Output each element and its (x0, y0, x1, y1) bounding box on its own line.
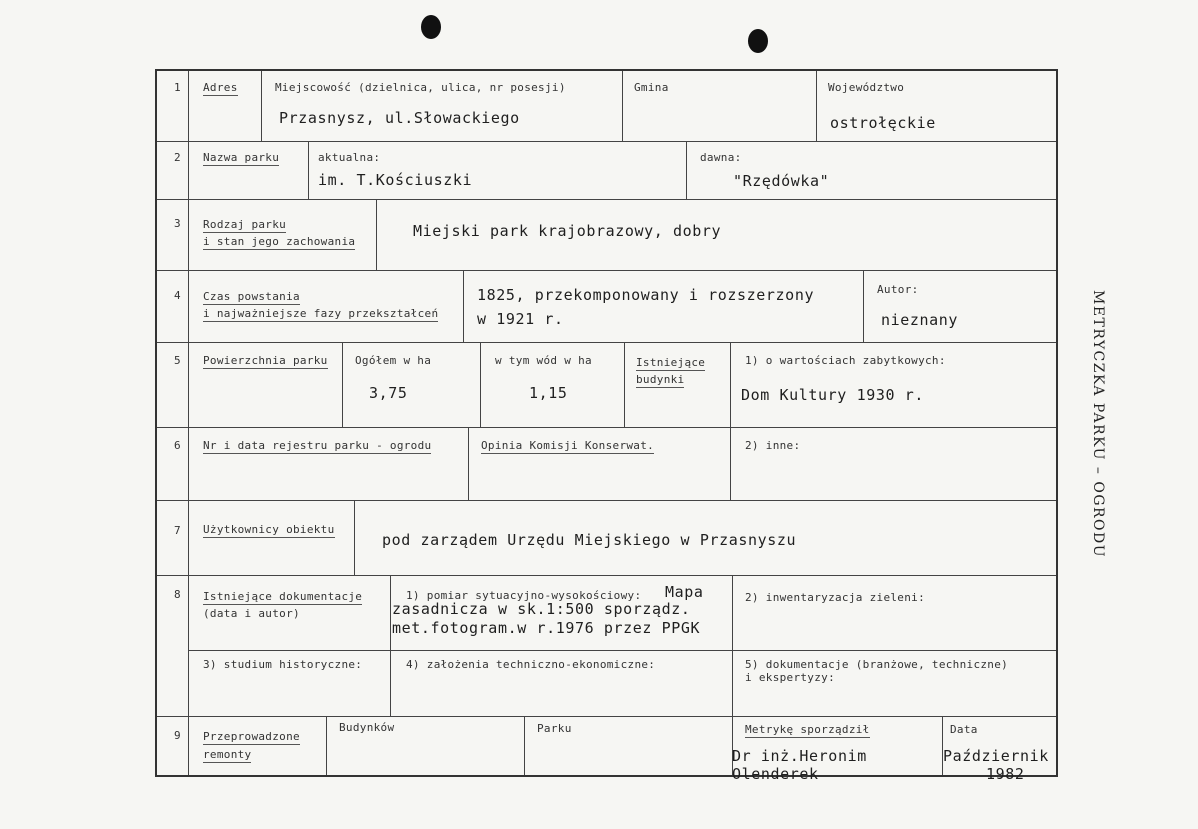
former-name-value: "Rzędówka" (733, 172, 830, 190)
users-value: pod zarządem Urzędu Miejskiego w Przasnyszu (382, 531, 797, 549)
row-9-number: 9 (174, 729, 181, 742)
row-3-number: 3 (174, 217, 181, 230)
locality-label: Miejscowość (dzielnica, ulica, nr posesji) (275, 81, 566, 94)
author-label: Autor: (877, 283, 919, 296)
park-type-value: Miejski park krajobrazowy, dobry (413, 222, 722, 240)
date-month-value: Październik (943, 747, 1049, 765)
date-label: Data (950, 723, 978, 736)
voivodeship-value: ostrołęckie (830, 114, 936, 132)
area-label: Powierzchnia parku (203, 354, 328, 367)
row-2-number: 2 (174, 151, 181, 164)
other-buildings-label: 2) inne: (745, 439, 801, 452)
locality-value: Przasnysz, ul.Słowackiego (279, 109, 520, 127)
conservation-opinion-label: Opinia Komisji Konserwat. (481, 439, 655, 452)
documentation-label: Istniejące dokumentacje (data i autor) (203, 590, 363, 621)
punch-hole-right (748, 29, 768, 53)
total-area-value: 3,75 (369, 384, 408, 402)
voivodeship-label: Województwo (828, 81, 905, 94)
park-type-label: Rodzaj parku i stan jego zachowania (203, 218, 356, 249)
former-name-label: dawna: (700, 151, 742, 164)
row-4-number: 4 (174, 289, 181, 302)
water-area-value: 1,15 (529, 384, 568, 402)
origin-time-value: 1825, przekomponowany i rozszerzony w 1921 r. (477, 286, 815, 328)
water-area-label: w tym wód w ha (495, 354, 592, 367)
heritage-buildings-value: Dom Kultury 1930 r. (741, 386, 924, 404)
row-7-number: 7 (174, 524, 181, 537)
row-5-number: 5 (174, 354, 181, 367)
survey-value: zasadnicza w sk.1:500 sporządz. met.fotogram.w r.1976 przez PPGK (392, 600, 701, 637)
survey-value-part1: Mapa (665, 583, 704, 601)
park-record-form (155, 69, 1058, 783)
row-1-number: 1 (174, 81, 181, 94)
prepared-by-value: Dr inż.Heronim Olenderek (732, 747, 867, 783)
row-8-number: 8 (174, 588, 181, 601)
total-area-label: Ogółem w ha (355, 354, 432, 367)
greenery-inventory-label: 2) inwentaryzacja zieleni: (745, 591, 925, 604)
author-value: nieznany (881, 311, 959, 329)
users-label: Użytkownicy obiektu (203, 523, 335, 536)
building-renovations-label: Budynków (339, 721, 395, 734)
existing-buildings-label: Istniejące budynki (636, 356, 706, 387)
survey-label: 1) pomiar sytuacyjno-wysokościowy: (406, 589, 642, 602)
park-name-label: Nazwa parku (203, 151, 280, 164)
expert-docs-label: 5) dokumentacje (branżowe, techniczne) i ekspertyzy: (745, 658, 1009, 685)
park-renovations-label: Parku (537, 722, 572, 735)
address-label: Adres (203, 81, 238, 94)
heritage-buildings-label: 1) o wartościach zabytkowych: (745, 354, 946, 367)
register-label: Nr i data rejestru parku - ogrodu (203, 439, 432, 452)
current-name-value: im. T.Kościuszki (318, 171, 473, 189)
date-year-value: 1982 (986, 765, 1025, 783)
prepared-by-label: Metrykę sporządził (745, 723, 870, 736)
historical-study-label: 3) studium historyczne: (203, 658, 363, 671)
renovations-label: Przeprowadzone remonty (203, 730, 300, 761)
current-name-label: aktualna: (318, 151, 381, 164)
form-side-title: METRYCZKA PARKU – OGRODU (1090, 290, 1106, 559)
origin-time-label: Czas powstania i najważniejsze fazy przekształceń (203, 290, 439, 321)
technical-assumptions-label: 4) założenia techniczno-ekonomiczne: (406, 658, 656, 671)
commune-label: Gmina (634, 81, 669, 94)
punch-hole-left (421, 15, 441, 39)
row-6-number: 6 (174, 439, 181, 452)
